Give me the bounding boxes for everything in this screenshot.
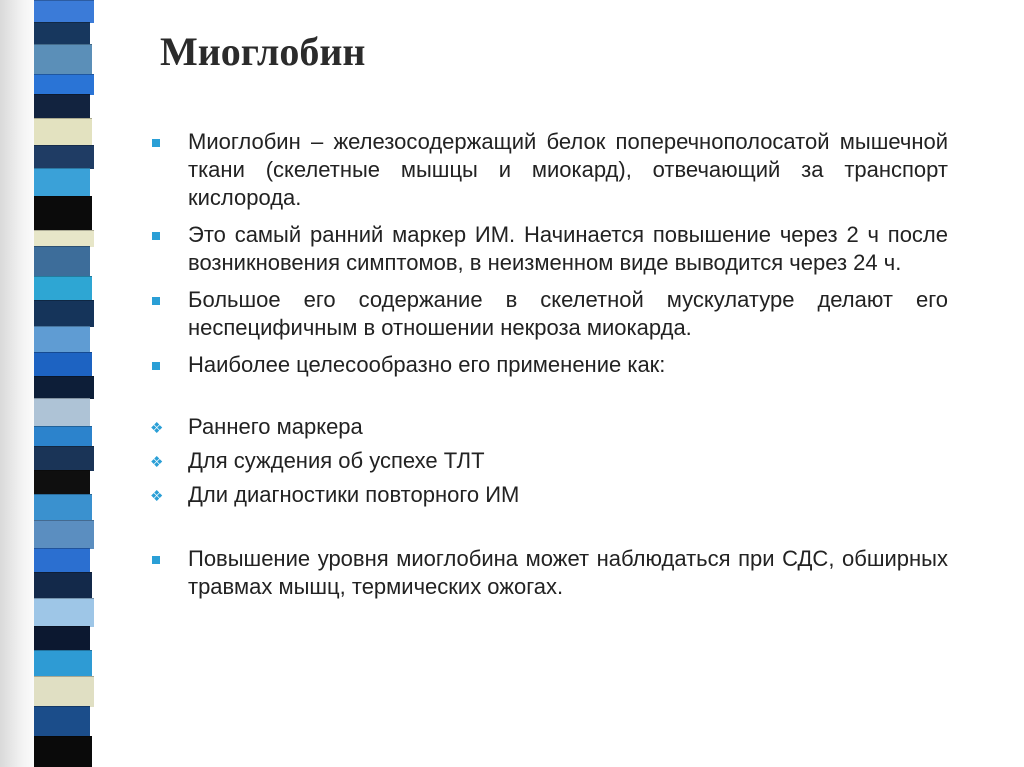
bullet-list	[150, 128, 948, 601]
stripe-band	[34, 572, 92, 599]
sub-bullet-item	[150, 447, 948, 475]
bullet-text: Дли диагностики повторного ИМ	[188, 482, 520, 507]
bullet-text: Миоглобин – железосодержащий белок поперечнополосатой мышечной ткани (скелетные мышцы и миокард), отвечающий за транспорт кислорода.	[188, 129, 948, 210]
stripe-band	[34, 44, 92, 75]
stripe-band	[34, 520, 94, 549]
stripe-band	[34, 74, 94, 95]
stripe-band	[34, 0, 94, 23]
stripe-band	[34, 22, 90, 45]
stripe-band	[34, 276, 92, 301]
diamond-bullet-icon: ❖	[150, 420, 164, 437]
stripe-band	[34, 706, 90, 737]
bullet-text: Это самый ранний маркер ИМ. Начинается повышение через 2 ч после возникновения симптомов, в неизменном виде выводится через 24 ч.	[188, 222, 948, 275]
stripe-band	[34, 494, 92, 521]
stripe-band	[34, 650, 92, 677]
bullet-text: Наиболее целесообразно его применение как:	[188, 352, 666, 377]
stripe-band	[34, 94, 90, 119]
stripe-band	[34, 168, 90, 197]
sub-bullet-item	[150, 413, 948, 441]
square-bullet-icon	[152, 556, 160, 564]
stripe-band	[34, 145, 94, 169]
decorative-stripe-column	[34, 0, 94, 767]
stripe-band	[34, 470, 90, 495]
bullet-text: Раннего маркера	[188, 414, 363, 439]
bullet-item	[150, 351, 948, 379]
stripe-band	[34, 230, 94, 247]
stripe-band	[34, 196, 92, 231]
stripe-band	[34, 548, 90, 573]
stripe-band	[34, 598, 94, 627]
stripe-band	[34, 352, 92, 377]
sub-bullet-item	[150, 481, 948, 509]
square-bullet-icon	[152, 139, 160, 147]
bullet-item	[150, 128, 948, 212]
square-bullet-icon	[152, 362, 160, 370]
diamond-bullet-icon: ❖	[150, 454, 164, 471]
stripe-band	[34, 736, 92, 767]
stripe-band	[34, 326, 90, 353]
stripe-band	[34, 118, 92, 146]
diamond-bullet-icon: ❖	[150, 488, 164, 505]
square-bullet-icon	[152, 232, 160, 240]
stripe-band	[34, 300, 94, 327]
bullet-text: Большое его содержание в скелетной мускулатуре делают его неспецифичным в отношении некроза миокарда.	[188, 287, 948, 340]
stripe-band	[34, 246, 90, 277]
stripe-band	[34, 676, 94, 707]
stripe-band	[34, 398, 90, 427]
bullet-item	[150, 286, 948, 342]
stripe-band	[34, 446, 94, 471]
stripe-band	[34, 426, 92, 447]
square-bullet-icon	[152, 297, 160, 305]
stripe-band	[34, 376, 94, 399]
bullet-text: Повышение уровня миоглобина может наблюдаться при СДС, обширных травмах мышц, термических ожогах.	[188, 546, 948, 599]
stripe-band	[34, 626, 90, 651]
bullet-item	[150, 221, 948, 277]
slide-title: Миоглобин	[160, 29, 366, 74]
bullet-item	[150, 545, 948, 601]
bullet-text: Для суждения об успехе ТЛТ	[188, 448, 485, 473]
